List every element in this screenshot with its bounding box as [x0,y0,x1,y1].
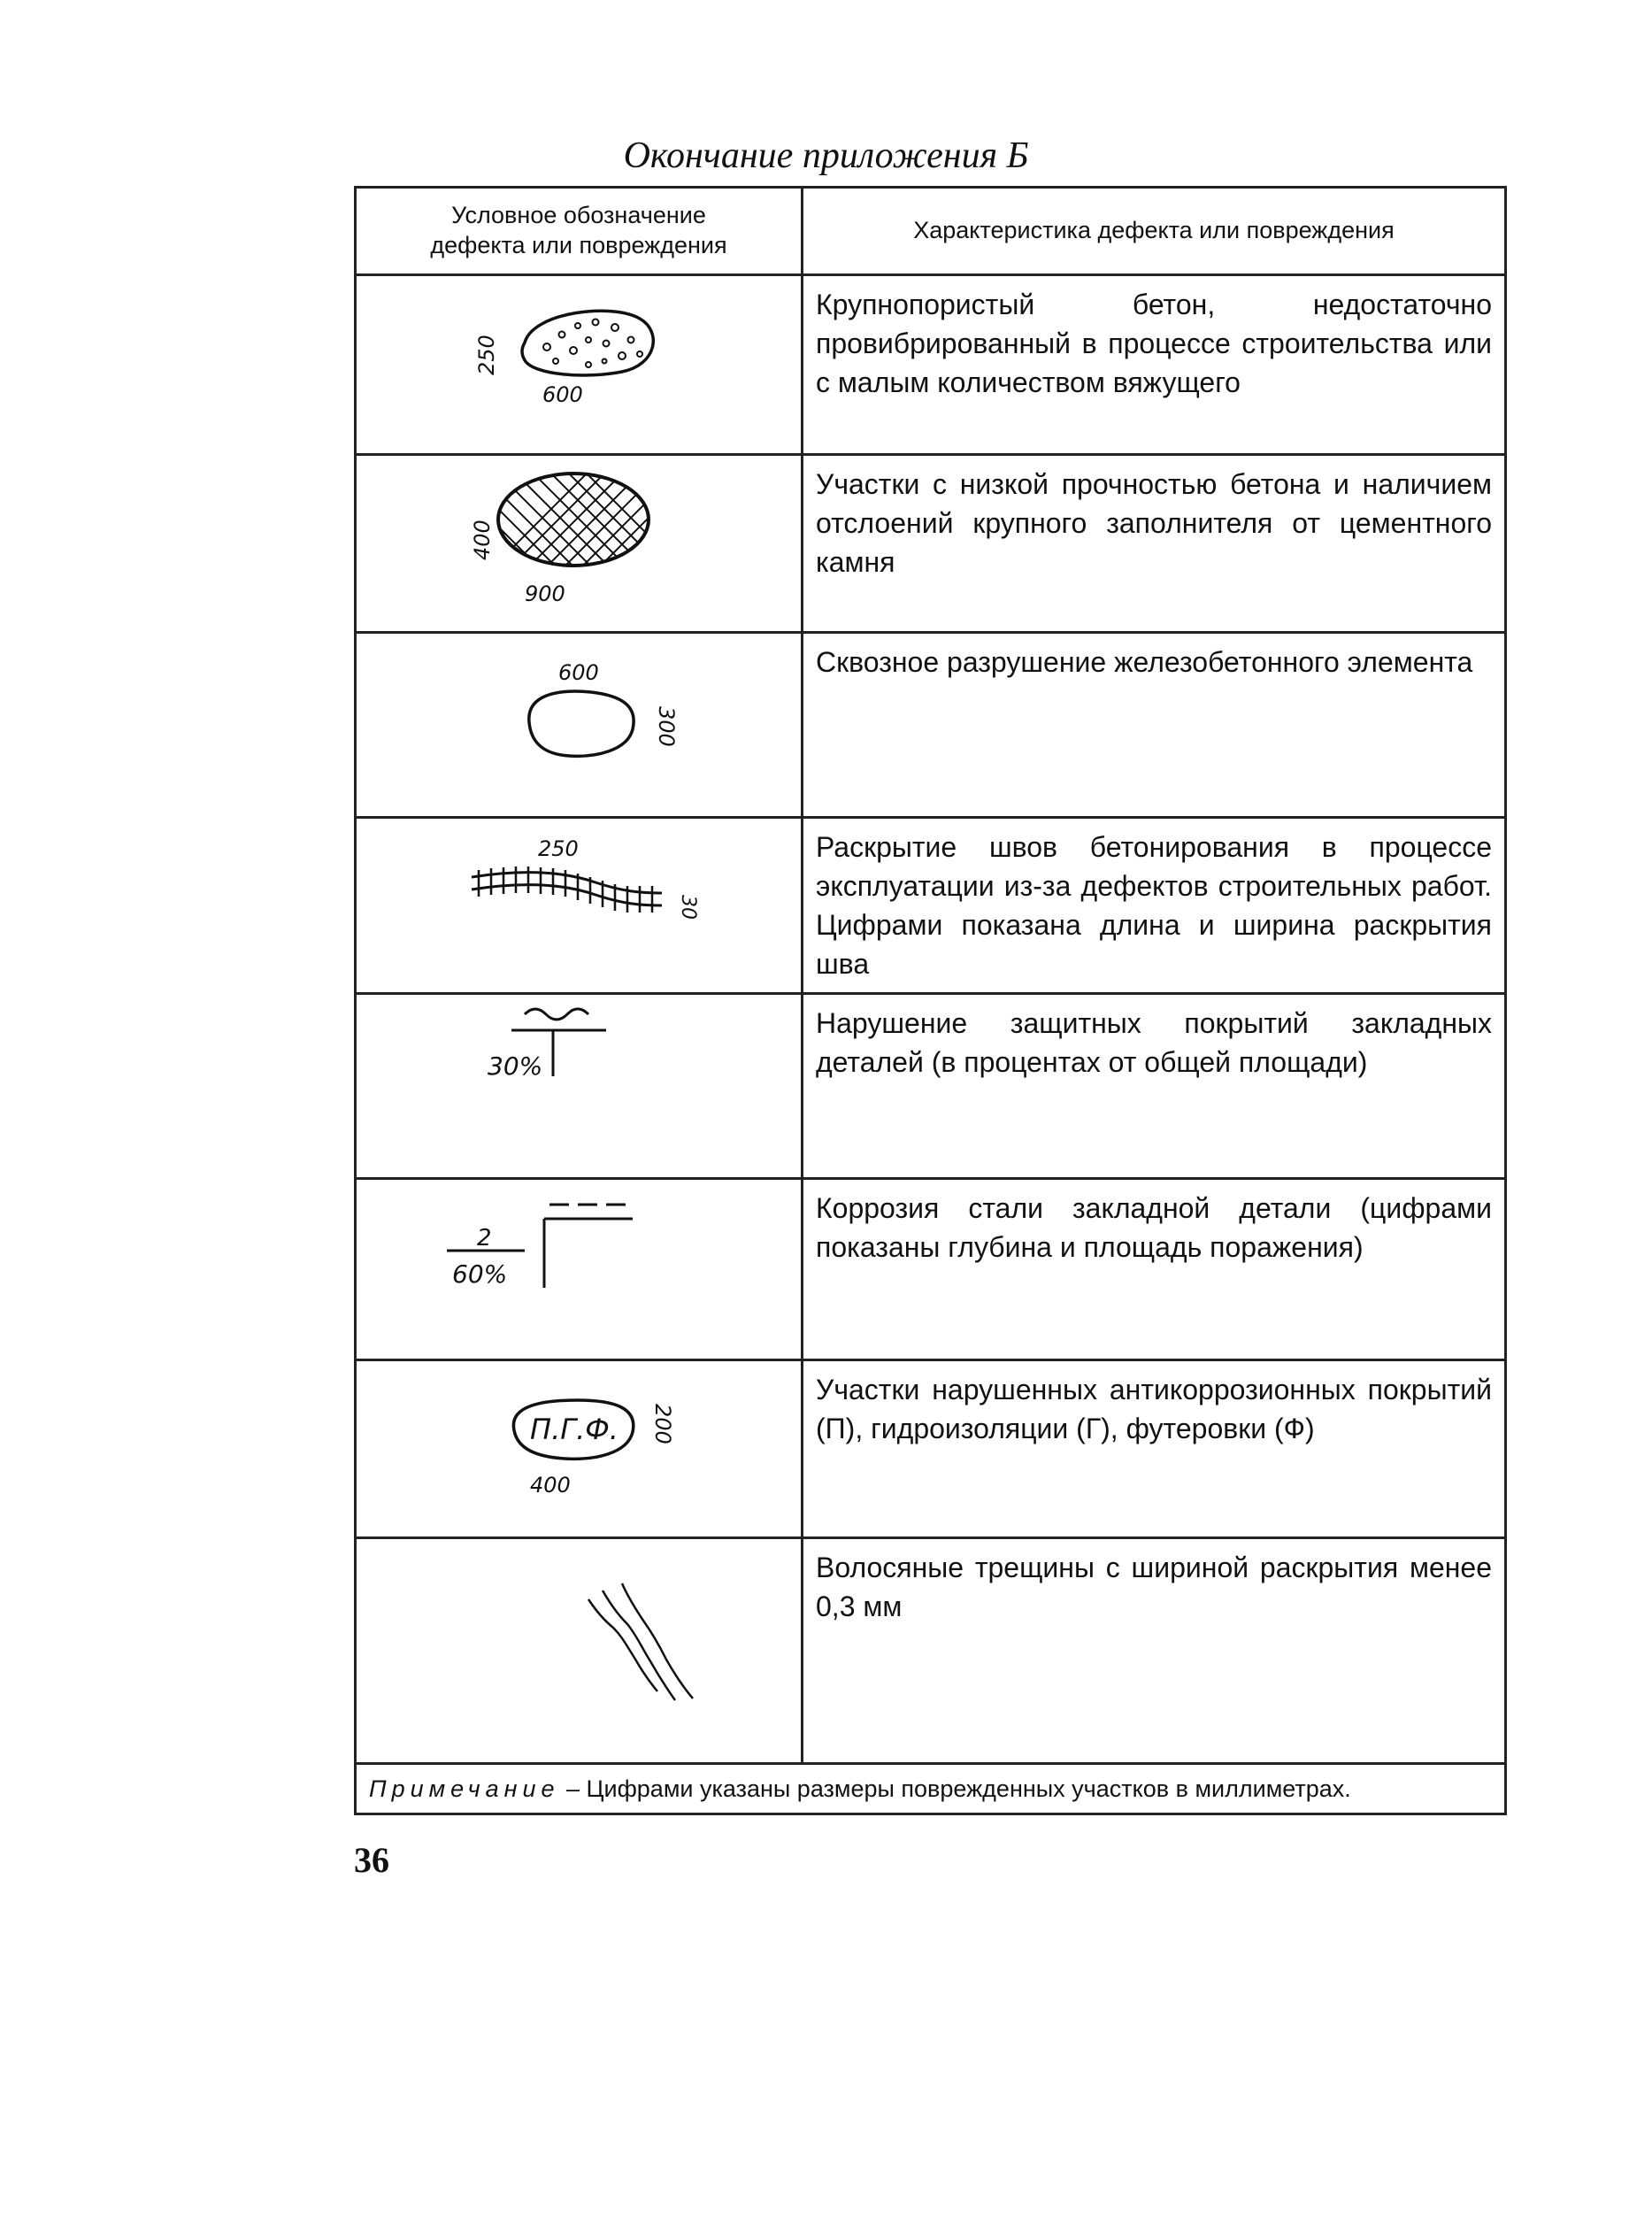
length-label: 250 [538,836,579,861]
table-row [356,455,1506,633]
height-label: 300 [654,706,679,747]
seam-lines [472,873,662,905]
width-label: 30 [677,895,699,920]
height-label: 250 [474,335,499,375]
hairline-cracks-symbol [357,1539,803,1762]
symbol-cell [356,1538,803,1764]
symbol-cell [356,633,803,818]
porous-concrete-symbol [357,276,803,453]
defect-table [354,186,1507,1815]
header-description: Характеристика дефекта или повреждения [803,188,1506,275]
description-cell: Участки нарушенных антикоррозионных покрытий (П), гидроизоляции (Г), футеровки (Ф) [803,1360,1506,1538]
through-outline [529,691,634,756]
coating-violation-symbol [357,995,803,1177]
symbol-cell [356,275,803,455]
through-destruction-symbol [357,634,803,816]
table-row [356,818,1506,994]
table-row [356,275,1506,455]
header-symbol-line2: дефекта или повреждения [430,232,727,258]
note-label: Примечание [369,1775,560,1802]
table-row [356,994,1506,1179]
pore-marks [543,320,642,368]
description-cell: Крупнопористый бетон, недостаточно провибрированный в процессе строительства или с малым количеством вяжущего [803,275,1506,455]
description-cell: Нарушение защитных покрытий закладных деталей (в процентах от общей площади) [803,994,1506,1179]
table-row [356,633,1506,818]
note-text: – Цифрами указаны размеры поврежденных участков в миллиметрах. [559,1775,1351,1802]
symbol-cell [356,1360,803,1538]
description-cell: Раскрытие швов бетонирования в процессе эксплуатации из-за дефектов строительных работ. Цифрами показана длина и ширина раскрытия шва [803,818,1506,994]
percent-label: 30% [488,1051,543,1081]
symbol-cell [356,818,803,994]
area-label: 60% [452,1259,508,1289]
symbol-cell [356,455,803,633]
note-row [356,1764,1506,1814]
seam-opening-symbol [357,819,803,992]
width-label: 600 [542,382,583,407]
table-row [356,1538,1506,1764]
crack-lines [588,1583,693,1700]
height-label: 200 [650,1404,675,1444]
header-symbol [356,188,803,275]
page-number: 36 [354,1840,389,1880]
symbol-cell [356,1179,803,1360]
symbol-cell [356,994,803,1179]
note-cell [356,1764,1506,1814]
code-label: П.Г.Ф. [530,1413,619,1446]
width-label: 400 [530,1473,571,1498]
width-label: 600 [558,660,599,685]
description-cell: Сквозное разрушение железобетонного элемента [803,633,1506,818]
description-cell: Участки с низкой прочностью бетона и наличием отслоений крупного заполнителя от цементного камня [803,455,1506,633]
steel-corrosion-symbol [357,1180,803,1359]
header-symbol-line1: Условное обозначение [451,202,706,229]
wave-mark [525,1009,588,1020]
width-label: 900 [525,581,565,606]
table-row [356,1360,1506,1538]
table-header-row [356,188,1506,275]
anticorrosion-symbol [357,1361,803,1536]
page-title: Окончание приложения Б [623,135,1029,176]
height-label: 400 [470,520,495,560]
depth-label: 2 [477,1225,492,1251]
low-strength-symbol [357,456,803,631]
description-cell: Волосяные трещины с шириной раскрытия менее 0,3 мм [803,1538,1506,1764]
table-row [356,1179,1506,1360]
description-cell: Коррозия стали закладной детали (цифрами показаны глубина и площадь поражения) [803,1179,1506,1360]
